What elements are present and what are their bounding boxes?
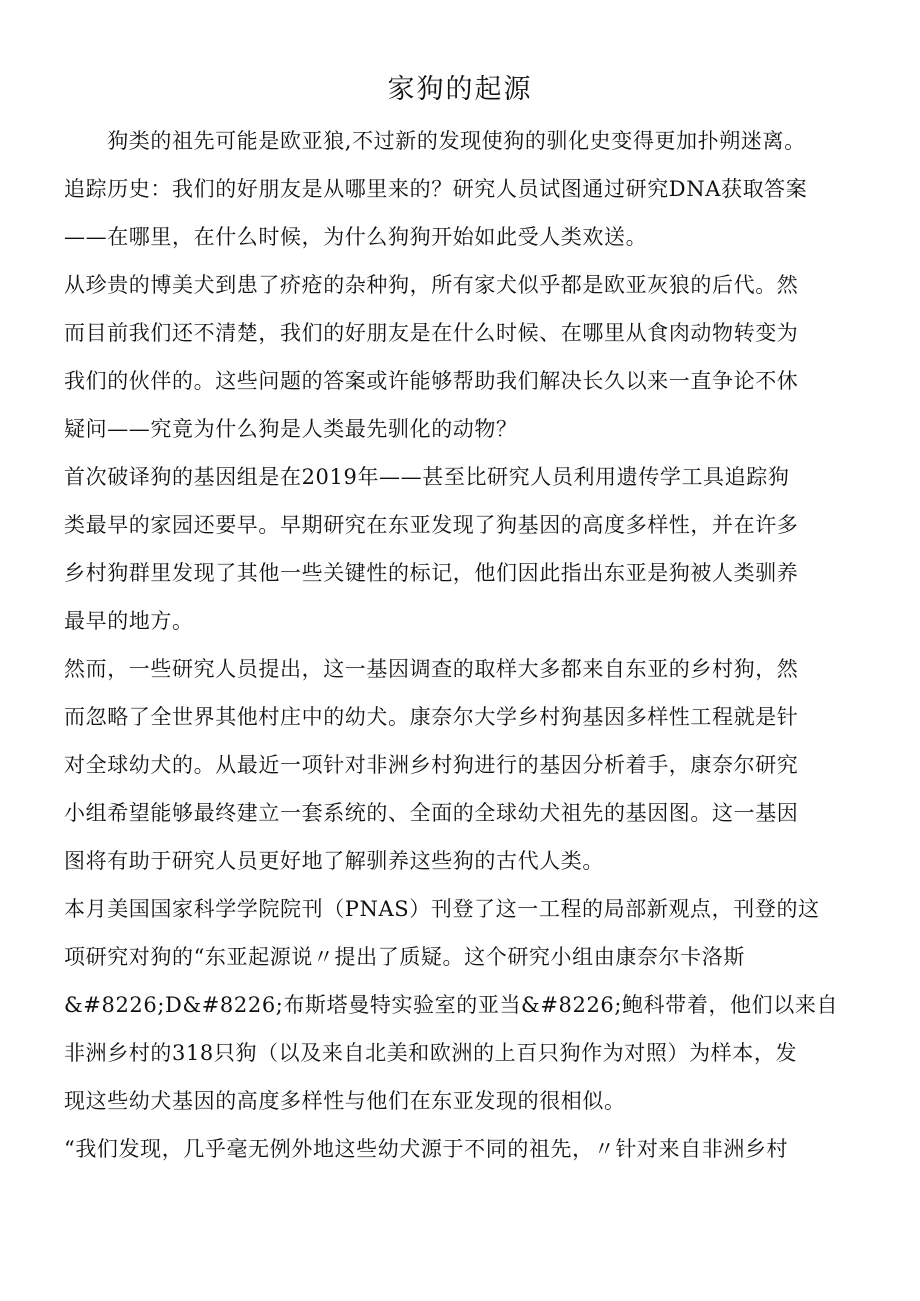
text-line: 追踪历史：我们的好朋友是从哪里来的？研究人员试图通过研究DNA获取答案 [64, 177, 808, 201]
text-line: 最早的地方。 [64, 609, 194, 633]
text-line: 小组希望能够最终建立一套系统的、全面的全球幼犬祖先的基因图。这一基因 [64, 801, 799, 825]
text-line: 项研究对狗的“东亚起源说〃提出了质疑。这个研究小组由康奈尔卡洛斯 [64, 945, 745, 969]
text-line: 图将有助于研究人员更好地了解驯养这些狗的古代人类。 [64, 849, 604, 873]
text-line: 从珍贵的博美犬到患了疥疮的杂种狗，所有家犬似乎都是欧亚灰狼的后代。然 [64, 273, 799, 297]
text-line: 对全球幼犬的。从最近一项针对非洲乡村狗进行的基因分析着手，康奈尔研究 [64, 753, 799, 777]
text-line: 而目前我们还不清楚，我们的好朋友是在什么时候、在哪里从食肉动物转变为 [64, 321, 799, 345]
text-line: &#8226;D&#8226;布斯塔曼特实验室的亚当&#8226;鲍科带着，他们以来自 [64, 993, 839, 1017]
text-line: 首次破译狗的基因组是在2019年——甚至比研究人员利用遗传学工具追踪狗 [64, 465, 790, 489]
text-line: 乡村狗群里发现了其他一些关键性的标记，他们因此指出东亚是狗被人类驯养 [64, 561, 799, 585]
text-line: 然而，一些研究人员提出，这一基因调查的取样大多都来自东亚的乡村狗，然 [64, 657, 799, 681]
text-line: 疑问——究竟为什么狗是人类最先驯化的动物？ [64, 417, 518, 441]
text-line: 而忽略了全世界其他村庄中的幼犬。康奈尔大学乡村狗基因多样性工程就是针 [64, 705, 799, 729]
text-line: 类最早的家园还要早。早期研究在东亚发现了狗基因的高度多样性，并在许多 [64, 513, 799, 537]
text-line: 现这些幼犬基因的高度多样性与他们在东亚发现的很相似。 [64, 1089, 626, 1113]
text-line: 非洲乡村的318只狗（以及来自北美和欧洲的上百只狗作为对照）为样本，发 [64, 1041, 798, 1065]
text-line: 本月美国国家科学学院院刊（PNAS）刊登了这一工程的局部新观点，刊登的这 [64, 897, 820, 921]
page-title: 家狗的起源 [387, 74, 533, 105]
text-line: “我们发现，几乎毫无例外地这些幼犬源于不同的祖先，〃针对来自非洲乡村 [64, 1137, 789, 1161]
text-line: 狗类的祖先可能是欧亚狼,不过新的发现使狗的驯化史变得更加扑朔迷离。 [64, 129, 806, 153]
text-line: 我们的伙伴的。这些问题的答案或许能够帮助我们解决长久以来一直争论不休 [64, 369, 799, 393]
text-line: ——在哪里，在什么时候，为什么狗狗开始如此受人类欢送。 [64, 225, 648, 249]
